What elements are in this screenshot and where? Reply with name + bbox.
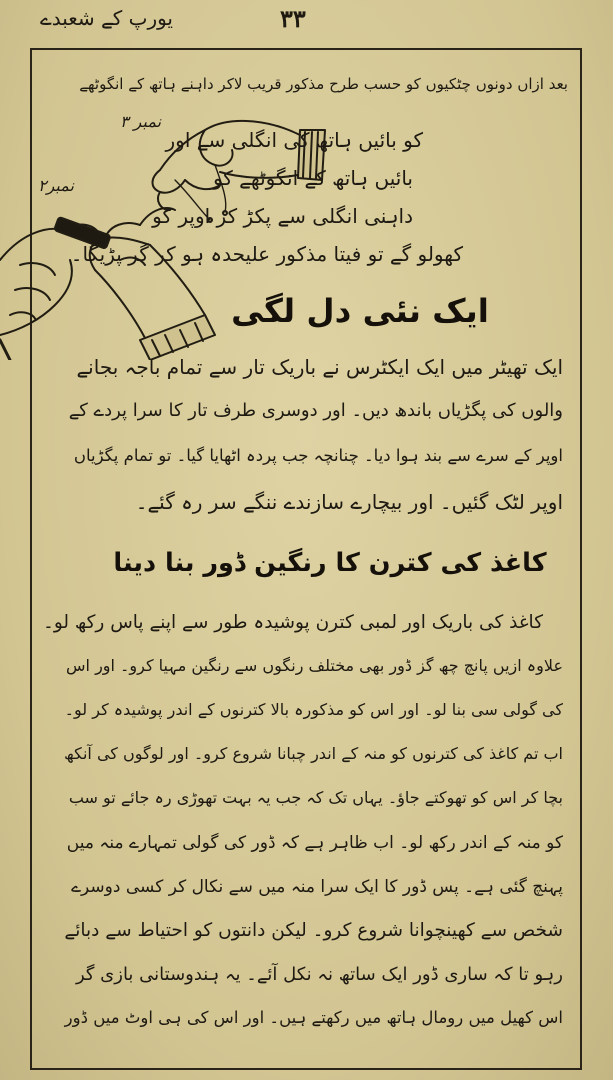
section-heading: کاغذ کی کترن کا رنگین ڈور بنا دینا	[113, 548, 547, 578]
paragraph-line: اوپر لٹک گئیں۔ اور بیچارے سازندے ننگے سر رہ گئے۔	[135, 490, 563, 514]
paragraph-line: اس کھیل میں رومال ہاتھ میں رکھتے ہیں۔ اور اس کی ہی اوٹ میں ڈور	[64, 1008, 563, 1027]
paragraph-line: رہو تا کہ ساری ڈور ایک ساتھ نہ نکل آئے۔ یہ ہندوستانی بازی گر	[75, 964, 563, 985]
paragraph-line: ایک تھیٹر میں ایک ایکٹرس نے باریک تار سے تمام باجہ بجانے	[76, 355, 563, 379]
intro-line: کھولو گے تو فیتا مذکور علیحدہ ہو کر گر پڑیگا۔	[70, 242, 463, 266]
paragraph-line: کو منہ کے اندر رکھ لو۔ اب ظاہر ہے کہ ڈور کی گولی تمہارے منہ میں	[66, 833, 563, 853]
intro-line: داہنی انگلی سے پکڑ کر اوپر کو	[152, 204, 413, 228]
running-title: یورپ کے شعبدے	[40, 6, 173, 30]
page-header	[0, 2, 613, 40]
paragraph-line: شخص سے کھینچوانا شروع کرو۔ لیکن دانتوں کو احتیاط سے دبائے	[64, 920, 563, 941]
intro-line: بعد ازاں دونوں چٹکیوں کو حسب طرح مذکور قریب لاکر داہنے ہاتھ کے انگوٹھے	[79, 75, 568, 93]
paragraph-line: بچا کر اس کو تھوکتے جاؤ۔ یہاں تک کہ جب یہ بہت تھوڑی رہ جائے تو سب	[68, 788, 563, 807]
intro-line: بائیں ہاتھ کے انگوٹھے کو	[212, 166, 413, 190]
paragraph-line: والوں کی پگڑیاں باندھ دیں۔ اور دوسری طرف تار کا سرا پردے کے	[68, 400, 563, 421]
intro-line: کو بائیں ہاتھ کی انگلی سے اور	[165, 128, 423, 152]
paragraph-line: پہنچ گئی ہے۔ پس ڈور کا ایک سرا منہ میں سے نکال کر کسی دوسرے	[71, 877, 563, 897]
figure-label-2: نمبر۲	[38, 176, 74, 195]
figure-label-3: نمبر ۳	[120, 112, 162, 131]
paragraph-line: کاغذ کی باریک اور لمبی کترن پوشیدہ طور سے اپنے پاس رکھ لو۔	[42, 612, 543, 633]
page-number: ۳۳	[280, 4, 306, 33]
section-heading: ایک نئی دل لگی	[231, 292, 489, 330]
paragraph-line: علاوہ ازیں پانچ چھ گز ڈور بھی مختلف رنگوں سے رنگین مہیا کرو۔ اور اس	[66, 656, 563, 675]
paragraph-line: کی گولی سی بنا لو۔ اور اس کو مذکورہ بالا کترنوں کے اندر پوشیدہ کر لو۔	[64, 700, 563, 719]
paragraph-line: اوپر کے سرے سے بند ہوا دیا۔ چنانچہ جب پردہ اٹھایا گیا۔ تو تمام پگڑیاں	[73, 446, 563, 465]
paragraph-line: اب تم کاغذ کی کترنوں کو منہ کے اندر چبانا شروع کرو۔ اور لوگوں کی آنکھ	[64, 744, 563, 763]
